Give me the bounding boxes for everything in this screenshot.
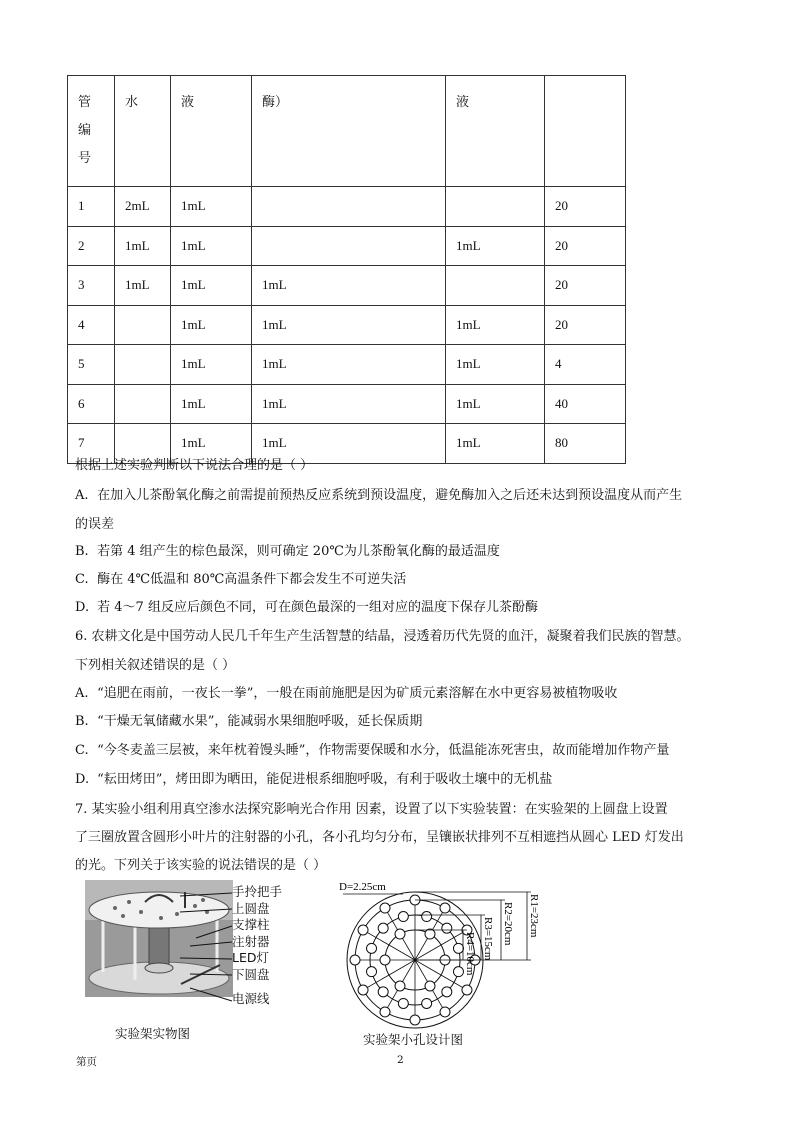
hole bbox=[422, 912, 432, 922]
hole bbox=[358, 985, 368, 995]
table-row bbox=[68, 345, 626, 385]
hole bbox=[398, 912, 408, 922]
hole bbox=[425, 981, 435, 991]
q6-option-d: D. “耘田烤田”，烤田即为晒田，能促进根系细胞呼吸，有利于吸收土壤中的无机盐 bbox=[75, 772, 553, 787]
table-cell: 40 bbox=[545, 384, 626, 424]
hole bbox=[425, 929, 435, 939]
table-cell: 1mL bbox=[115, 266, 171, 306]
table-cell: 1mL bbox=[252, 384, 446, 424]
hole bbox=[442, 923, 452, 933]
figure2-caption: 实验架小孔设计图 bbox=[363, 1032, 464, 1047]
table-cell bbox=[115, 345, 171, 385]
q6-stem-line1: 6. 农耕文化是中国劳动人民几千年生产生活智慧的结晶，浸透着历代先贤的血汗，凝聚着我们民族的智慧。 bbox=[75, 629, 690, 644]
table-cell: 1mL bbox=[252, 424, 446, 464]
table-cell: 3 bbox=[68, 266, 115, 306]
hole bbox=[442, 987, 452, 997]
q5-option-c: C. 酶在 4℃低温和 80℃高温条件下都会发生不可逆失活 bbox=[75, 572, 407, 587]
hole bbox=[422, 998, 432, 1008]
table-cell: 1 bbox=[68, 187, 115, 227]
q6-option-a: A. “追肥在雨前，一夜长一拳”，一般在雨前施肥是因为矿质元素溶解在水中更容易被植物吸收 bbox=[75, 686, 618, 701]
table-header-cell bbox=[115, 76, 171, 187]
table-cell: 1mL bbox=[171, 424, 252, 464]
apparatus-labels bbox=[232, 884, 282, 1008]
q5-option-b: B. 若第 4 组产生的棕色最深，则可确定 20℃为儿茶酚氧化酶的最适温度 bbox=[75, 544, 500, 559]
header-text: 液 bbox=[456, 94, 470, 109]
table-cell: 1mL bbox=[252, 345, 446, 385]
table-cell: 1mL bbox=[446, 226, 545, 266]
footer-left: 第页 bbox=[76, 1056, 97, 1068]
q5-option-a-cont: 的误差 bbox=[75, 517, 115, 532]
table-header-row bbox=[68, 76, 626, 187]
hole bbox=[395, 929, 405, 939]
table-row bbox=[68, 305, 626, 345]
table-cell: 1mL bbox=[446, 384, 545, 424]
table-cell: 4 bbox=[545, 345, 626, 385]
table-header-cell bbox=[252, 76, 446, 187]
table-row bbox=[68, 266, 626, 306]
q5-option-a: A. 在加入儿茶酚氧化酶之前需提前预热反应系统到预设温度，避免酶加入之后还未达到预设温度从而产生 bbox=[75, 488, 683, 503]
header-text: 编 bbox=[78, 122, 92, 137]
table-row bbox=[68, 187, 626, 227]
header-text: 管 bbox=[78, 94, 92, 109]
table-cell: 1mL bbox=[252, 266, 446, 306]
q7-stem-line3: 的光。下列关于该实验的说法错误的是（ ） bbox=[75, 858, 327, 873]
table-cell: 1mL bbox=[171, 226, 252, 266]
r2-label: R2=20cm bbox=[502, 902, 514, 946]
hole bbox=[410, 1015, 420, 1025]
table-cell bbox=[446, 266, 545, 306]
hole bbox=[378, 987, 388, 997]
table-cell: 1mL bbox=[171, 187, 252, 227]
q7-stem-line2: 了三圈放置含圆形小叶片的注射器的小孔，各小孔均匀分布，呈镶嵌状排列不互相遮挡从圆心 LED 灯发出 bbox=[75, 830, 684, 845]
hole bbox=[462, 985, 472, 995]
table-cell bbox=[446, 187, 545, 227]
label-lower-disk: 下圆盘 bbox=[232, 966, 270, 982]
header-text: 液 bbox=[181, 94, 195, 109]
table-cell: 7 bbox=[68, 424, 115, 464]
q7-stem-line1: 7. 某实验小组利用真空渗水法探究影响光合作用 因素，设置了以下实验装置：在实验架的上圆盘上设置 bbox=[75, 802, 668, 817]
header-text: 水 bbox=[125, 94, 139, 109]
hole bbox=[380, 903, 390, 913]
r3-label: R3=15cm bbox=[482, 917, 494, 961]
q6-stem-line2: 下列相关叙述错误的是（ ） bbox=[75, 658, 236, 673]
table-cell: 1mL bbox=[171, 345, 252, 385]
table-cell: 5 bbox=[68, 345, 115, 385]
r1-label: R1=23cm bbox=[528, 894, 540, 938]
table-header-cell bbox=[446, 76, 545, 187]
hole bbox=[380, 1007, 390, 1017]
hole bbox=[350, 955, 360, 965]
table-cell: 6 bbox=[68, 384, 115, 424]
table-header-cell bbox=[171, 76, 252, 187]
table-cell: 1mL bbox=[446, 424, 545, 464]
table-header-cell bbox=[545, 76, 626, 187]
q5-option-d: D. 若 4～7 组反应后颜色不同，可在颜色最深的一组对应的温度下保存儿茶酚酶 bbox=[75, 600, 538, 615]
label-power-cord: 电源线 bbox=[232, 991, 270, 1006]
table-cell: 2mL bbox=[115, 187, 171, 227]
table-cell: 1mL bbox=[171, 384, 252, 424]
table-cell: 1mL bbox=[252, 305, 446, 345]
table-cell bbox=[252, 187, 446, 227]
hole bbox=[380, 955, 390, 965]
table-cell: 80 bbox=[545, 424, 626, 464]
table-cell: 1mL bbox=[446, 345, 545, 385]
table-cell: 20 bbox=[545, 305, 626, 345]
q6-option-b: B. “干燥无氧储藏水果”，能减弱水果细胞呼吸，延长保质期 bbox=[75, 714, 423, 729]
table-cell: 1mL bbox=[115, 226, 171, 266]
label-upper-disk: 上圆盘 bbox=[232, 900, 270, 916]
table-row bbox=[68, 226, 626, 266]
d-label: D=2.25cm bbox=[339, 881, 386, 893]
table-cell: 1mL bbox=[171, 266, 252, 306]
q6-option-c: C. “今冬麦盖三层被，来年枕着馒头睡”，作物需要保暖和水分，低温能冻死害虫，故而能增加作物产量 bbox=[75, 743, 670, 758]
r4-label: R4=10cm bbox=[464, 932, 476, 976]
table-cell: 1mL bbox=[446, 305, 545, 345]
leader-lines bbox=[180, 884, 236, 1014]
hole bbox=[378, 923, 388, 933]
table-row bbox=[68, 384, 626, 424]
figure1-caption: 实验架实物图 bbox=[115, 1026, 191, 1041]
label-handle: 手拎把手 bbox=[232, 884, 283, 899]
label-syringe: 注射器 bbox=[232, 933, 270, 949]
table-cell: 4 bbox=[68, 305, 115, 345]
table-cell bbox=[115, 384, 171, 424]
hole bbox=[440, 1007, 450, 1017]
label-support-pillar: 支撑柱 bbox=[232, 917, 270, 932]
table-cell bbox=[115, 305, 171, 345]
hole bbox=[367, 967, 377, 977]
table-cell: 20 bbox=[545, 226, 626, 266]
table-cell: 20 bbox=[545, 187, 626, 227]
experiment-table bbox=[67, 75, 626, 464]
table-cell bbox=[252, 226, 446, 266]
q5-stem: 根据上述实验判断以下说法合理的是（ ） bbox=[75, 458, 314, 473]
hole bbox=[398, 998, 408, 1008]
table-cell: 20 bbox=[545, 266, 626, 306]
header-text: 号 bbox=[78, 150, 92, 165]
label-led: LED灯 bbox=[232, 950, 269, 965]
table-cell: 2 bbox=[68, 226, 115, 266]
table-cell: 1mL bbox=[171, 305, 252, 345]
hole bbox=[358, 925, 368, 935]
page-number: 2 bbox=[397, 1054, 404, 1066]
hole-design-diagram bbox=[335, 880, 540, 1030]
hole bbox=[453, 943, 463, 953]
table-header-cell bbox=[68, 76, 115, 187]
hole bbox=[367, 943, 377, 953]
hole bbox=[453, 967, 463, 977]
hole bbox=[440, 903, 450, 913]
hole bbox=[395, 981, 405, 991]
header-text: 酶） bbox=[262, 94, 289, 109]
